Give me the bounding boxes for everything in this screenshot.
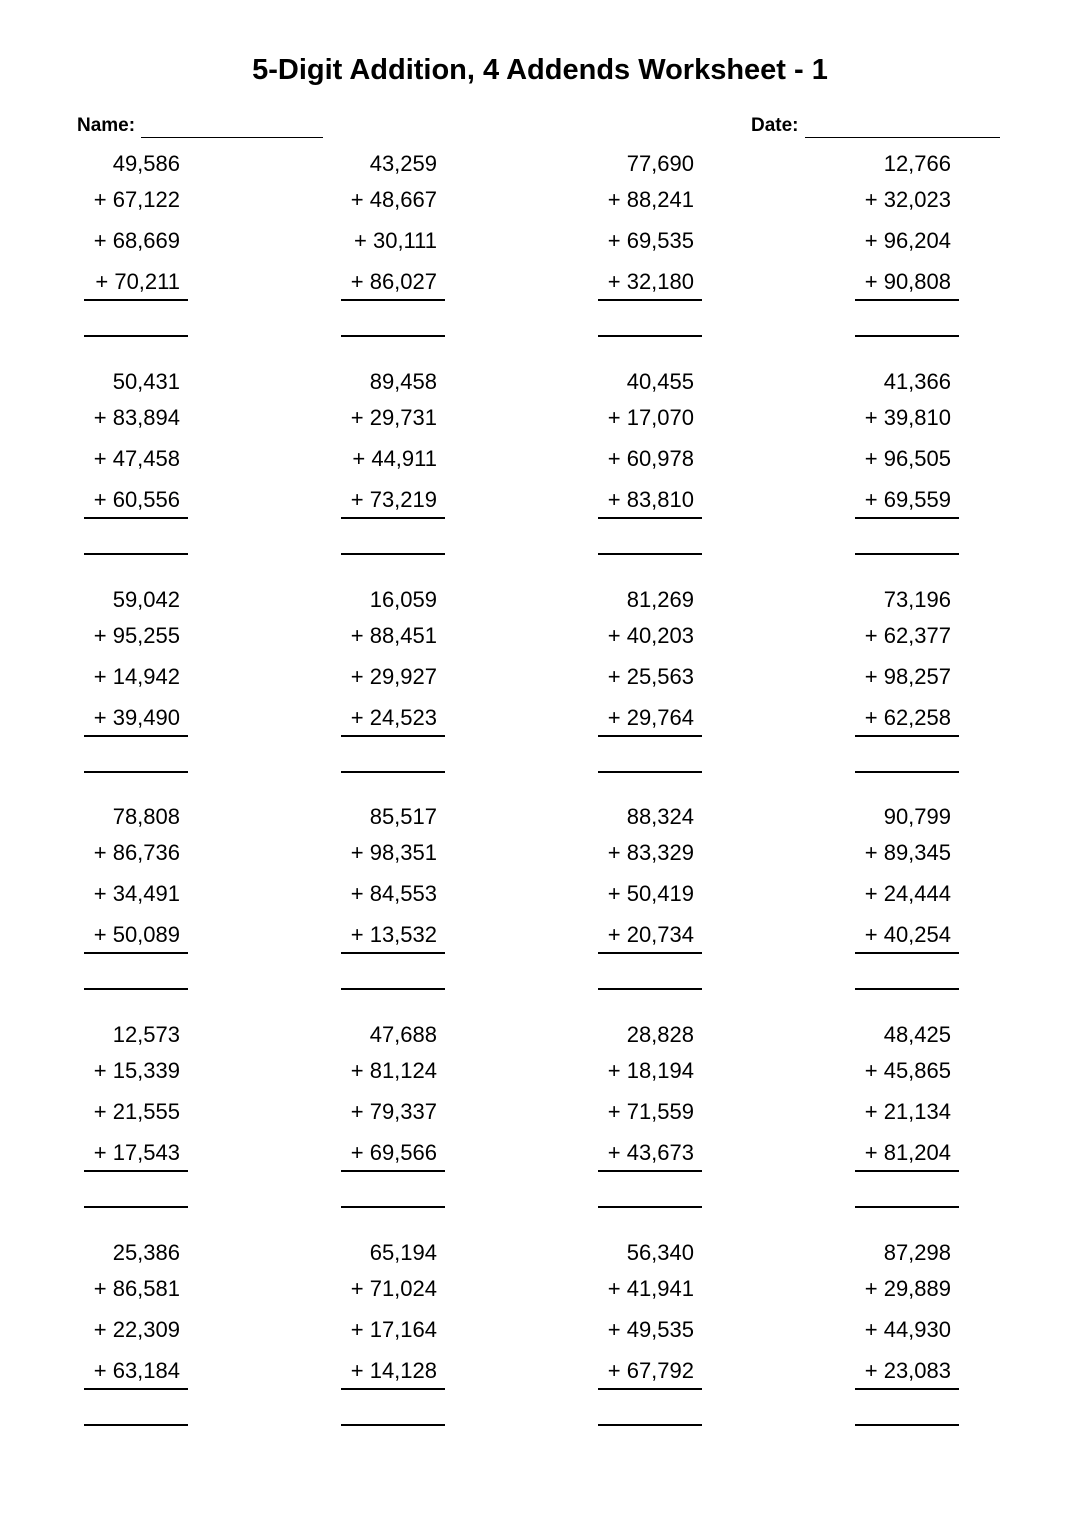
- addition-problem: [598, 1024, 702, 1214]
- first-addend: 65,194: [369, 1240, 437, 1265]
- addend: + 29,731: [350, 405, 437, 430]
- addend: + 17,070: [607, 405, 694, 430]
- addend: + 49,535: [607, 1317, 694, 1342]
- addend: + 68,669: [93, 228, 180, 253]
- addend: + 81,204: [864, 1140, 951, 1165]
- answer-blank-line[interactable]: [84, 771, 188, 773]
- addend: + 32,023: [864, 187, 951, 212]
- sum-rule: [598, 1388, 702, 1390]
- addend: + 30,111: [354, 228, 437, 253]
- worksheet-title: 5-Digit Addition, 4 Addends Worksheet - 1: [252, 54, 828, 86]
- answer-blank-line[interactable]: [341, 335, 445, 337]
- addend: + 73,219: [350, 487, 437, 512]
- answer-blank-line[interactable]: [855, 988, 959, 990]
- addition-problem: [84, 153, 188, 343]
- addend: + 17,164: [350, 1317, 437, 1342]
- addend: + 83,810: [607, 487, 694, 512]
- addend: + 44,930: [864, 1317, 951, 1342]
- addend: + 96,204: [864, 228, 951, 253]
- first-addend: 56,340: [626, 1240, 694, 1265]
- addend: + 50,419: [607, 881, 694, 906]
- sum-rule: [341, 735, 445, 737]
- addition-problem: [598, 806, 702, 996]
- addend: + 22,309: [93, 1317, 180, 1342]
- addition-problem: [341, 371, 445, 561]
- addition-problem: [598, 153, 702, 343]
- sum-rule: [855, 517, 959, 519]
- first-addend: 59,042: [112, 587, 180, 612]
- addend: + 29,927: [350, 664, 437, 689]
- addend: + 13,532: [350, 922, 437, 947]
- addition-problem: [341, 1242, 445, 1432]
- addend: + 21,555: [93, 1099, 180, 1124]
- addition-problem: [855, 589, 959, 779]
- addition-problem: [84, 1024, 188, 1214]
- sum-rule: [84, 735, 188, 737]
- addition-problem: [855, 1242, 959, 1432]
- addition-problem: [855, 153, 959, 343]
- first-addend: 88,324: [626, 804, 694, 829]
- first-addend: 78,808: [112, 804, 180, 829]
- first-addend: 40,455: [626, 369, 694, 394]
- addend: + 86,027: [350, 269, 437, 294]
- addend: + 98,257: [864, 664, 951, 689]
- answer-blank-line[interactable]: [598, 988, 702, 990]
- addend: + 45,865: [864, 1058, 951, 1083]
- sum-rule: [341, 517, 445, 519]
- addend: + 43,673: [607, 1140, 694, 1165]
- addition-problem: [598, 589, 702, 779]
- addend: + 44,911: [352, 446, 437, 471]
- sum-rule: [598, 1170, 702, 1172]
- answer-blank-line[interactable]: [84, 988, 188, 990]
- addend: + 83,329: [607, 840, 694, 865]
- addition-problem: [341, 153, 445, 343]
- addend: + 48,667: [350, 187, 437, 212]
- sum-rule: [598, 517, 702, 519]
- answer-blank-line[interactable]: [855, 335, 959, 337]
- addend: + 86,736: [93, 840, 180, 865]
- addend: + 40,254: [864, 922, 951, 947]
- addend: + 71,024: [350, 1276, 437, 1301]
- first-addend: 73,196: [883, 587, 951, 612]
- sum-rule: [84, 1170, 188, 1172]
- addend: + 83,894: [93, 405, 180, 430]
- answer-blank-line[interactable]: [341, 1206, 445, 1208]
- sum-rule: [341, 1388, 445, 1390]
- answer-blank-line[interactable]: [855, 553, 959, 555]
- addend: + 34,491: [93, 881, 180, 906]
- sum-rule: [341, 1170, 445, 1172]
- addend: + 39,810: [864, 405, 951, 430]
- first-addend: 77,690: [626, 151, 694, 176]
- sum-rule: [84, 517, 188, 519]
- answer-blank-line[interactable]: [341, 988, 445, 990]
- first-addend: 50,431: [112, 369, 180, 394]
- addend: + 71,559: [607, 1099, 694, 1124]
- first-addend: 16,059: [369, 587, 437, 612]
- answer-blank-line[interactable]: [84, 1206, 188, 1208]
- sum-rule: [341, 299, 445, 301]
- addend: + 62,258: [864, 705, 951, 730]
- addend: + 25,563: [607, 664, 694, 689]
- sum-rule: [598, 299, 702, 301]
- first-addend: 48,425: [883, 1022, 951, 1047]
- addend: + 69,535: [607, 228, 694, 253]
- addend: + 88,451: [350, 623, 437, 648]
- sum-rule: [855, 1388, 959, 1390]
- addend: + 63,184: [93, 1358, 180, 1383]
- answer-blank-line[interactable]: [598, 771, 702, 773]
- addend: + 69,559: [864, 487, 951, 512]
- addition-problem: [84, 806, 188, 996]
- addend: + 14,128: [350, 1358, 437, 1383]
- addition-problem: [598, 371, 702, 561]
- sum-rule: [598, 735, 702, 737]
- addition-problem: [341, 589, 445, 779]
- addition-problem: [84, 371, 188, 561]
- addition-problem: [598, 1242, 702, 1432]
- answer-blank-line[interactable]: [341, 1424, 445, 1426]
- name-label: Name:: [77, 115, 136, 136]
- addend: + 67,792: [607, 1358, 694, 1383]
- addend: + 39,490: [93, 705, 180, 730]
- addend: + 41,941: [607, 1276, 694, 1301]
- first-addend: 12,573: [112, 1022, 180, 1047]
- first-addend: 85,517: [369, 804, 437, 829]
- first-addend: 25,386: [112, 1240, 180, 1265]
- addition-problem: [855, 806, 959, 996]
- addend: + 24,444: [864, 881, 951, 906]
- answer-blank-line[interactable]: [84, 1424, 188, 1426]
- first-addend: 28,828: [626, 1022, 694, 1047]
- answer-blank-line[interactable]: [855, 771, 959, 773]
- addend: + 18,194: [607, 1058, 694, 1083]
- answer-blank-line[interactable]: [341, 553, 445, 555]
- first-addend: 87,298: [883, 1240, 951, 1265]
- first-addend: 90,799: [883, 804, 951, 829]
- addend: + 32,180: [607, 269, 694, 294]
- sum-rule: [598, 952, 702, 954]
- answer-blank-line[interactable]: [84, 553, 188, 555]
- addend: + 24,523: [350, 705, 437, 730]
- answer-blank-line[interactable]: [598, 1424, 702, 1426]
- answer-blank-line[interactable]: [84, 335, 188, 337]
- first-addend: 49,586: [112, 151, 180, 176]
- sum-rule: [855, 299, 959, 301]
- addend: + 96,505: [864, 446, 951, 471]
- addend: + 21,134: [864, 1099, 951, 1124]
- addend: + 95,255: [93, 623, 180, 648]
- addend: + 23,083: [864, 1358, 951, 1383]
- addend: + 88,241: [607, 187, 694, 212]
- first-addend: 12,766: [883, 151, 951, 176]
- addend: + 79,337: [350, 1099, 437, 1124]
- addend: + 98,351: [350, 840, 437, 865]
- addend: + 60,556: [93, 487, 180, 512]
- answer-blank-line[interactable]: [855, 1424, 959, 1426]
- sum-rule: [84, 1388, 188, 1390]
- addend: + 67,122: [93, 187, 180, 212]
- addition-problem: [855, 1024, 959, 1214]
- addend: + 29,764: [607, 705, 694, 730]
- addend: + 47,458: [93, 446, 180, 471]
- addend: + 69,566: [350, 1140, 437, 1165]
- first-addend: 41,366: [883, 369, 951, 394]
- first-addend: 47,688: [369, 1022, 437, 1047]
- answer-blank-line[interactable]: [855, 1206, 959, 1208]
- answer-blank-line[interactable]: [598, 1206, 702, 1208]
- addend: + 70,211: [95, 269, 180, 294]
- addend: + 20,734: [607, 922, 694, 947]
- sum-rule: [341, 952, 445, 954]
- first-addend: 81,269: [626, 587, 694, 612]
- addend: + 60,978: [607, 446, 694, 471]
- addend: + 17,543: [93, 1140, 180, 1165]
- answer-blank-line[interactable]: [341, 771, 445, 773]
- sum-rule: [855, 1170, 959, 1172]
- addend: + 29,889: [864, 1276, 951, 1301]
- addend: + 15,339: [93, 1058, 180, 1083]
- addend: + 62,377: [864, 623, 951, 648]
- addend: + 40,203: [607, 623, 694, 648]
- addition-problem: [84, 1242, 188, 1432]
- sum-rule: [84, 952, 188, 954]
- addend: + 89,345: [864, 840, 951, 865]
- answer-blank-line[interactable]: [598, 553, 702, 555]
- addition-problem: [341, 1024, 445, 1214]
- first-addend: 43,259: [369, 151, 437, 176]
- addition-problem: [855, 371, 959, 561]
- first-addend: 89,458: [369, 369, 437, 394]
- date-label: Date:: [751, 115, 799, 136]
- addend: + 90,808: [864, 269, 951, 294]
- sum-rule: [84, 299, 188, 301]
- addend: + 84,553: [350, 881, 437, 906]
- sum-rule: [855, 952, 959, 954]
- addend: + 81,124: [350, 1058, 437, 1083]
- sum-rule: [855, 735, 959, 737]
- addition-problem: [341, 806, 445, 996]
- addition-problem: [84, 589, 188, 779]
- addend: + 50,089: [93, 922, 180, 947]
- addend: + 86,581: [93, 1276, 180, 1301]
- addend: + 14,942: [93, 664, 180, 689]
- answer-blank-line[interactable]: [598, 335, 702, 337]
